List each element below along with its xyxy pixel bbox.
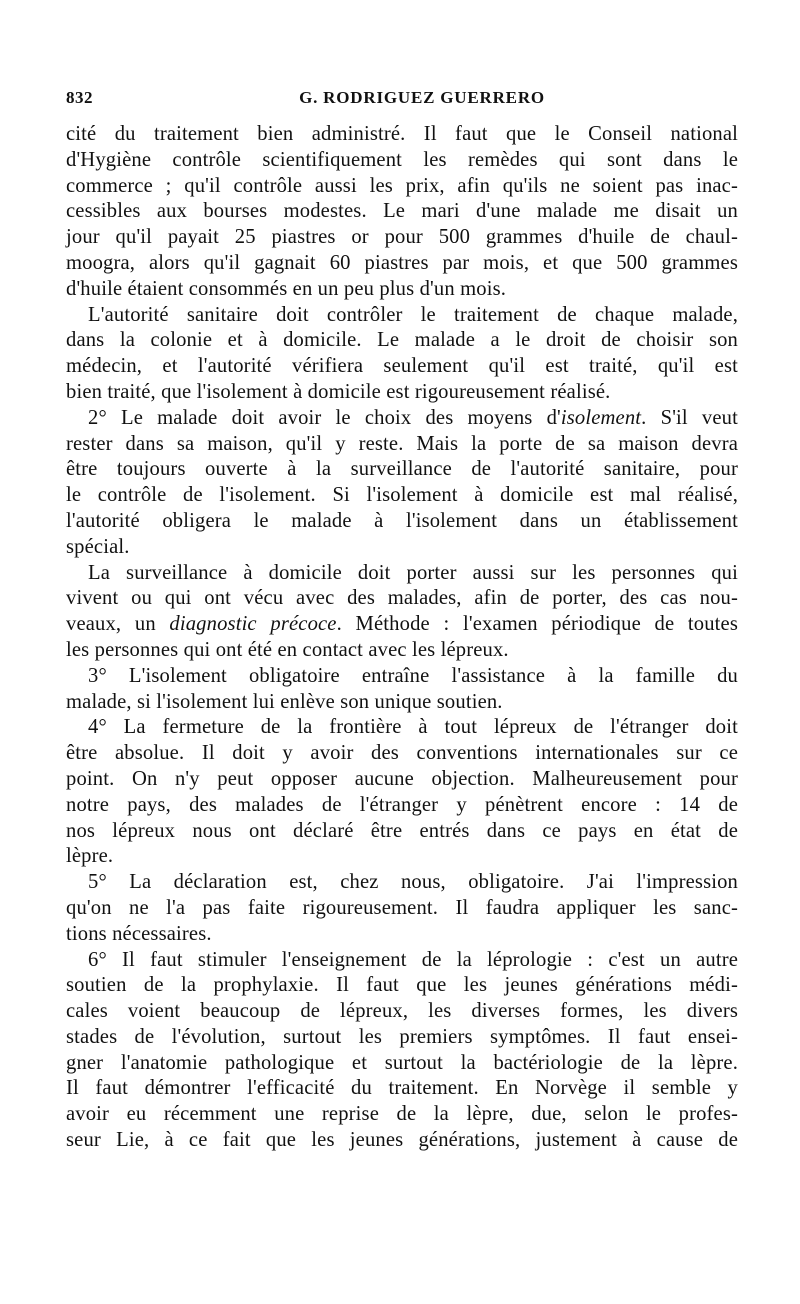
page-header <box>66 84 738 114</box>
text-line: La surveillance à domicile doit porter aussi sur les personnes qui <box>88 561 738 584</box>
text-line: d'huile étaient consommés en un peu plus d'un mois. <box>66 277 507 300</box>
text-line: vivent ou qui ont vécu avec des malades, afin de porter, des cas nou- <box>66 587 738 610</box>
text-segment: . S'il veut <box>641 406 738 429</box>
book-page <box>66 84 738 1154</box>
text-line: nos lépreux nous ont déclaré être entrés dans ce pays en état de <box>66 819 738 842</box>
text-line: qu'on ne l'a pas faite rigoureusement. Il faudra appliquer les sanc- <box>66 896 738 919</box>
text-line: d'Hygiène contrôle scientifiquement les remèdes qui sont dans le <box>66 148 738 171</box>
text-line <box>66 612 738 638</box>
text-line: moogra, alors qu'il gagnait 60 piastres par mois, et que 500 grammes <box>66 251 738 274</box>
text-line: spécial. <box>66 535 130 558</box>
text-line: rester dans sa maison, qu'il y reste. Mais la porte de sa maison devra <box>66 432 738 455</box>
text-line: médecin, et l'autorité vérifiera seulement qu'il est traité, qu'il est <box>66 355 738 378</box>
text-line: L'autorité sanitaire doit contrôler le traitement de chaque malade, <box>88 303 738 326</box>
page-number: 832 <box>66 88 93 107</box>
paragraph <box>66 122 738 303</box>
paragraph <box>66 948 738 1154</box>
text-line: 5° La déclaration est, chez nous, obligatoire. J'ai l'impression <box>88 871 738 894</box>
text-line: cessibles aux bourses modestes. Le mari d'une malade me disait un <box>66 200 738 223</box>
text-line: lèpre. <box>66 845 114 868</box>
text-line: bien traité, que l'isolement à domicile est rigoureusement réalisé. <box>66 380 611 403</box>
text-line: les personnes qui ont été en contact avec les lépreux. <box>66 638 509 661</box>
text-line: être absolue. Il doit y avoir des conventions internationales sur ce <box>66 742 738 765</box>
text-line: 6° Il faut stimuler l'enseignement de la léprologie : c'est un autre <box>88 948 738 971</box>
paragraph <box>66 715 738 870</box>
text-line <box>66 406 738 432</box>
paragraph <box>66 303 738 406</box>
text-line: 3° L'isolement obligatoire entraîne l'assistance à la famille du <box>88 664 738 687</box>
text-line: point. On n'y peut opposer aucune objection. Malheureusement pour <box>66 767 738 790</box>
paragraph <box>66 406 738 561</box>
italic-term: diagnostic précoce <box>169 613 337 636</box>
text-line: tions nécessaires. <box>66 922 212 945</box>
text-line: malade, si l'isolement lui enlève son unique soutien. <box>66 690 503 713</box>
text-line: être toujours ouverte à la surveillance de l'autorité sanitaire, pour <box>66 458 738 481</box>
text-line: dans la colonie et à domicile. Le malade a le droit de choisir son <box>66 329 738 352</box>
text-line: avoir eu récemment une reprise de la lèpre, due, selon le profes- <box>66 1103 738 1126</box>
paragraph <box>66 870 738 947</box>
text-line: seur Lie, à ce fait que les jeunes générations, justement à cause de <box>66 1129 738 1152</box>
text-line: commerce ; qu'il contrôle aussi les prix, afin qu'ils ne soient pas inac- <box>66 174 738 197</box>
paragraph <box>66 561 738 664</box>
text-line: stades de l'évolution, surtout les premiers symptômes. Il faut ensei- <box>66 1025 738 1048</box>
text-line: notre pays, des malades de l'étranger y pénètrent encore : 14 de <box>66 793 738 816</box>
paragraph <box>66 664 738 716</box>
text-line: 4° La fermeture de la frontière à tout lépreux de l'étranger doit <box>88 716 738 739</box>
text-line: gner l'anatomie pathologique et surtout la bactériologie de la lèpre. <box>66 1051 738 1074</box>
text-line: Il faut démontrer l'efficacité du traitement. En Norvège il semble y <box>66 1077 738 1100</box>
text-segment: 2° Le malade doit avoir le choix des moyens d' <box>88 406 561 429</box>
text-line: l'autorité obligera le malade à l'isolement dans un établissement <box>66 509 738 532</box>
text-segment: veaux, un <box>66 613 170 636</box>
text-line: soutien de la prophylaxie. Il faut que les jeunes générations médi- <box>66 974 738 997</box>
running-head: G. RODRIGUEZ GUERRERO <box>299 88 545 107</box>
text-segment: . Méthode : l'examen périodique de toutes <box>336 613 739 636</box>
italic-term: isolement <box>560 406 642 429</box>
text-line: cité du traitement bien administré. Il faut que le Conseil national <box>66 123 738 145</box>
text-line: le contrôle de l'isolement. Si l'isolement à domicile est mal réalisé, <box>66 484 738 507</box>
text-line: cales voient beaucoup de lépreux, les diverses formes, les divers <box>66 1000 738 1023</box>
body-text <box>66 122 738 1154</box>
text-line: jour qu'il payait 25 piastres or pour 500 grammes d'huile de chaul- <box>66 226 738 249</box>
